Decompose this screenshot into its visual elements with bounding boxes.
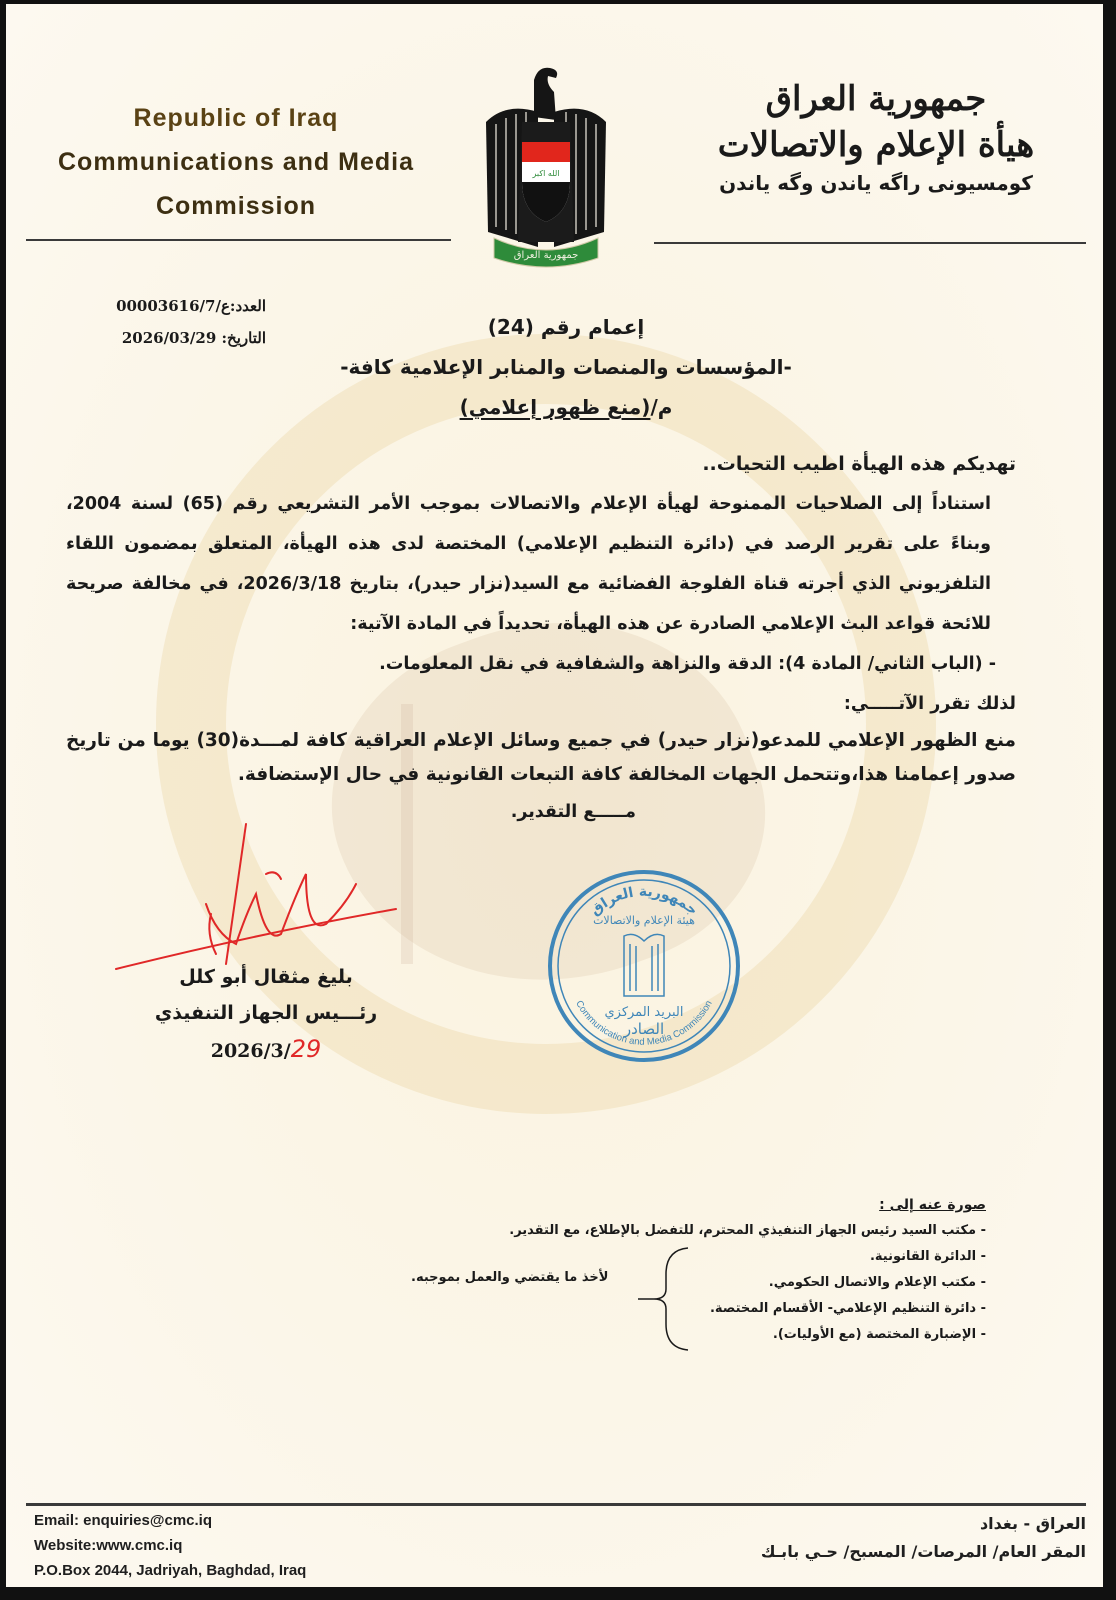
footer-pobox: P.O.Box 2044, Jadriyah, Baghdad, Iraq bbox=[34, 1562, 307, 1579]
circular-subject bbox=[306, 387, 826, 427]
cc-item: - مكتب السيد رئيس الجهاز التنفيذي المحترم، للتفضل بالإطلاع، مع التقدير. bbox=[509, 1223, 986, 1238]
stamp-ar-bottom1: البريد المركزي bbox=[604, 1005, 684, 1020]
stamp-ar-bottom2: الصادر bbox=[623, 1020, 665, 1038]
header-ar-line1: جمهورية العراق bbox=[765, 79, 987, 119]
signatory-name: بليغ مثقال أبو كلل bbox=[179, 966, 353, 988]
header-ar-line2: هيأة الإعلام والاتصالات bbox=[717, 125, 1035, 165]
reference-number-value: 00003616/ع/7 bbox=[116, 297, 230, 315]
header-en-line1: Republic of Iraq bbox=[133, 104, 339, 132]
circular-title bbox=[306, 307, 826, 427]
signature-date bbox=[126, 1031, 406, 1069]
header-arabic bbox=[666, 76, 1086, 198]
reference-date bbox=[46, 322, 266, 354]
circular-number: إعمام رقم (24) bbox=[487, 315, 645, 339]
stamp-eagle-icon bbox=[624, 934, 664, 996]
header-divider-right bbox=[654, 242, 1086, 244]
footer-website: Website:www.cmc.iq bbox=[34, 1537, 183, 1554]
reference-block bbox=[46, 290, 266, 354]
main-paragraph: استناداً إلى الصلاحيات الممنوحة لهيأة الإعلام والاتصالات بموجب الأمر التشريعي رقم (65) لسنة 2004، وبناءً على تقرير الرصد في (دائرة التنظيم الإعلامي) المختصة لدى هذه الهيأة، المتعلق بمضمون اللقاء التلفزيوني الذي أجرته قناة الفلوجة الفضائية مع السيد(نزار حيدر)، بتاريخ 2026/3/18، في مخالفة صريحة للائحة قواعد البث الإعلامي الصادرة عن هذه الهيأة، تحديداً في المادة الآتية: bbox=[66, 494, 991, 634]
header-en-line2: Communications and Media bbox=[58, 148, 414, 176]
reference-date-label: التاريخ: bbox=[221, 329, 266, 347]
violated-article: - (الباب الثاني/ المادة 4): الدقة والنزاهة والشفافية في نقل المعلومات. bbox=[379, 654, 996, 674]
circular-recipients: -المؤسسات والمنصات والمنابر الإعلامية كافة- bbox=[340, 355, 792, 379]
stamp-en-ring: Communication and Media Commission bbox=[573, 998, 715, 1048]
reference-number-label: العدد: bbox=[229, 297, 266, 315]
iraq-eagle-emblem-icon bbox=[476, 62, 616, 272]
emblem-shield-text: الله اكبر bbox=[532, 169, 560, 178]
stamp-ar-top: جمهورية العراق bbox=[587, 883, 701, 919]
greeting: تهديكم هذه الهيأة اطيب التحيات.. bbox=[702, 453, 1016, 475]
signatory-position: رئـــيس الجهاز التنفيذي bbox=[154, 1002, 378, 1024]
cc-action-note: لأخذ ما يقتضي والعمل بموجبه. bbox=[411, 1270, 609, 1285]
cc-item: - الإضبارة المختصة (مع الأوليات). bbox=[772, 1327, 986, 1342]
footer-divider bbox=[26, 1503, 1086, 1506]
header-ar-line3: كومسيونى راگه ياندن وگه ياندن bbox=[719, 171, 1033, 195]
signature-date-day: 29 bbox=[290, 1035, 322, 1063]
subject-text: (منع ظهور إعلامي) bbox=[459, 395, 651, 419]
header-english bbox=[26, 96, 446, 228]
header-en-line3: Commission bbox=[155, 192, 317, 220]
footer-english bbox=[34, 1508, 306, 1583]
decision-text: منع الظهور الإعلامي للمدعو(نزار حيدر) في جميع وسائل الإعلام العراقية كافة لمـــدة(30) يوما من تاريخ صدور إعمامنا هذا،وتتحمل الجهات المخالفة كافة التبعات القانونية في حال الإستضافة. bbox=[66, 730, 1016, 785]
official-stamp bbox=[544, 866, 744, 1066]
letter-body bbox=[66, 444, 1016, 832]
curly-brace-icon bbox=[636, 1244, 696, 1354]
reference-date-value: 2026/03/29 bbox=[121, 329, 217, 347]
footer-ar-line1: العراق - بغداد bbox=[979, 1514, 1086, 1533]
subject-prefix: م/ bbox=[650, 395, 673, 419]
footer-arabic bbox=[686, 1510, 1086, 1566]
footer-ar-line2: المقر العام/ المرصات/ المسبح/ حـي بابـك bbox=[760, 1542, 1086, 1561]
cc-item: - الدائرة القانونية. bbox=[869, 1249, 986, 1264]
letter-page bbox=[6, 4, 1103, 1587]
regards: مـــــع التقدير. bbox=[510, 802, 636, 822]
cc-item: - مكتب الإعلام والاتصال الحكومي. bbox=[768, 1275, 986, 1290]
signature-date-printed: 2026/3/ bbox=[210, 1040, 291, 1062]
emblem-ribbon-text: جمهورية العراق bbox=[513, 250, 579, 261]
reference-number bbox=[46, 290, 266, 322]
cc-item: - دائرة التنظيم الإعلامي- الأقسام المختصة. bbox=[709, 1301, 986, 1316]
stamp-ar-org: هيئة الإعلام والاتصالات bbox=[593, 914, 695, 927]
header-divider-left bbox=[26, 239, 451, 241]
footer-email: Email: enquiries@cmc.iq bbox=[34, 1512, 213, 1529]
cc-title: صورة عنه إلى : bbox=[879, 1197, 986, 1213]
decision-heading: لذلك تقرر الآتـــــي: bbox=[843, 694, 1016, 714]
signatory-block bbox=[126, 959, 406, 1069]
